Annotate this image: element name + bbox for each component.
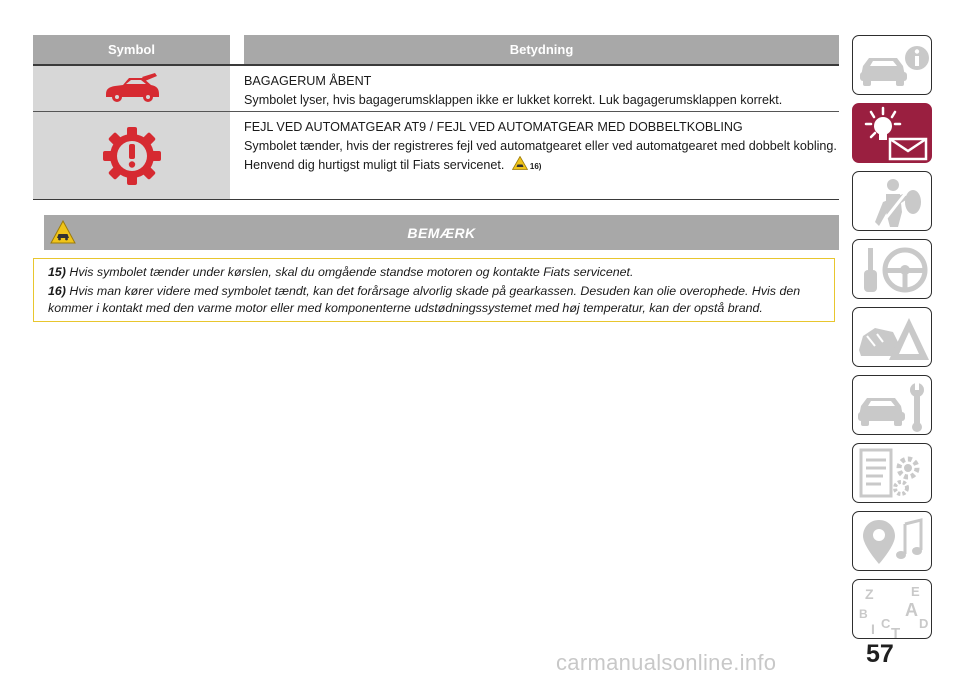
warning-light-message-icon — [853, 104, 932, 163]
tab-safety[interactable] — [852, 171, 932, 231]
tab-knowing-your-car[interactable] — [852, 35, 932, 95]
tab-emergency[interactable] — [852, 307, 932, 367]
page-number: 57 — [866, 640, 894, 668]
watermark: carmanualsonline.info — [556, 650, 777, 675]
symbol-table — [33, 35, 839, 200]
note-header — [44, 215, 839, 250]
row-text — [244, 156, 839, 176]
index-letter: E — [911, 584, 920, 599]
index-letter: C — [881, 616, 891, 631]
index-letter: I — [871, 621, 875, 637]
index-letter: B — [859, 607, 868, 621]
tab-starting-driving[interactable] — [852, 239, 932, 299]
row-title: BAGAGERUM ÅBENT — [244, 74, 372, 88]
index-letter: D — [919, 616, 929, 631]
seatbelt-airbag-icon — [853, 172, 932, 231]
row-text-line: Henvend dig hurtigst muligt til Fiats servicenet. — [244, 158, 505, 172]
symbol-cell — [33, 66, 244, 111]
tab-multimedia[interactable] — [852, 511, 932, 571]
tab-warning-lights-messages[interactable] — [852, 103, 932, 163]
car-wrench-icon — [853, 376, 932, 435]
footnote-ref[interactable]: 16) — [529, 162, 542, 171]
symbol-cell — [33, 112, 244, 199]
note-item — [48, 283, 834, 317]
index-letter: A — [905, 600, 918, 620]
header-symbol: Symbol — [33, 35, 244, 64]
note-ref: 16) — [48, 284, 66, 298]
index-letters-icon — [853, 580, 932, 639]
breakdown-triangle-icon — [853, 308, 932, 367]
meaning-cell — [244, 66, 839, 111]
note-text: Hvis man kører videre med symbolet tændt, kan det forårsage alvorlig skade på gearkassen. Desuden kan olie overophede. Hvis den kommer i kontakt med den varme motor eller med komponenterne udstødningssystemet med høj temperatur, kan der opstå brand. — [48, 284, 801, 315]
tab-index[interactable] — [852, 579, 932, 639]
warning-triangle-icon — [50, 220, 76, 244]
row-text: Symbolet lyser, hvis bagagerumsklappen ikke er lukket korrekt. Luk bagagerumsklappen korrekt. — [244, 93, 783, 107]
tab-servicing-care[interactable] — [852, 375, 932, 435]
note-body — [33, 258, 835, 322]
note-ref: 15) — [48, 265, 66, 279]
trunk-open-icon — [103, 72, 161, 106]
index-letter: Z — [865, 586, 874, 602]
car-info-icon — [853, 36, 932, 95]
meaning-cell — [244, 112, 839, 199]
table-bottom-rule — [33, 199, 839, 200]
key-steering-wheel-icon — [853, 240, 932, 299]
note-title: BEMÆRK — [407, 224, 476, 241]
table-row — [33, 112, 839, 199]
row-text: Symbolet tænder, hvis der registreres fejl ved automatgearet eller ved automatgearet med dobbelt kobling. — [244, 139, 837, 153]
table-row — [33, 66, 839, 111]
row-title: FEJL VED AUTOMATGEAR AT9 / FEJL VED AUTOMATGEAR MED DOBBELTKOBLING — [244, 120, 743, 134]
index-letter: T — [891, 625, 901, 640]
note-item — [48, 264, 834, 281]
warning-triangle-icon — [512, 156, 528, 170]
multimedia-icon — [853, 512, 932, 571]
note-text: Hvis symbolet tænder under kørslen, skal du omgående standse motoren og kontakte Fiats servicenet. — [69, 265, 634, 279]
specifications-gear-icon — [853, 444, 932, 503]
table-header — [33, 35, 839, 64]
gearbox-fault-icon — [101, 125, 163, 187]
header-meaning: Betydning — [509, 42, 574, 57]
tab-technical-specifications[interactable] — [852, 443, 932, 503]
